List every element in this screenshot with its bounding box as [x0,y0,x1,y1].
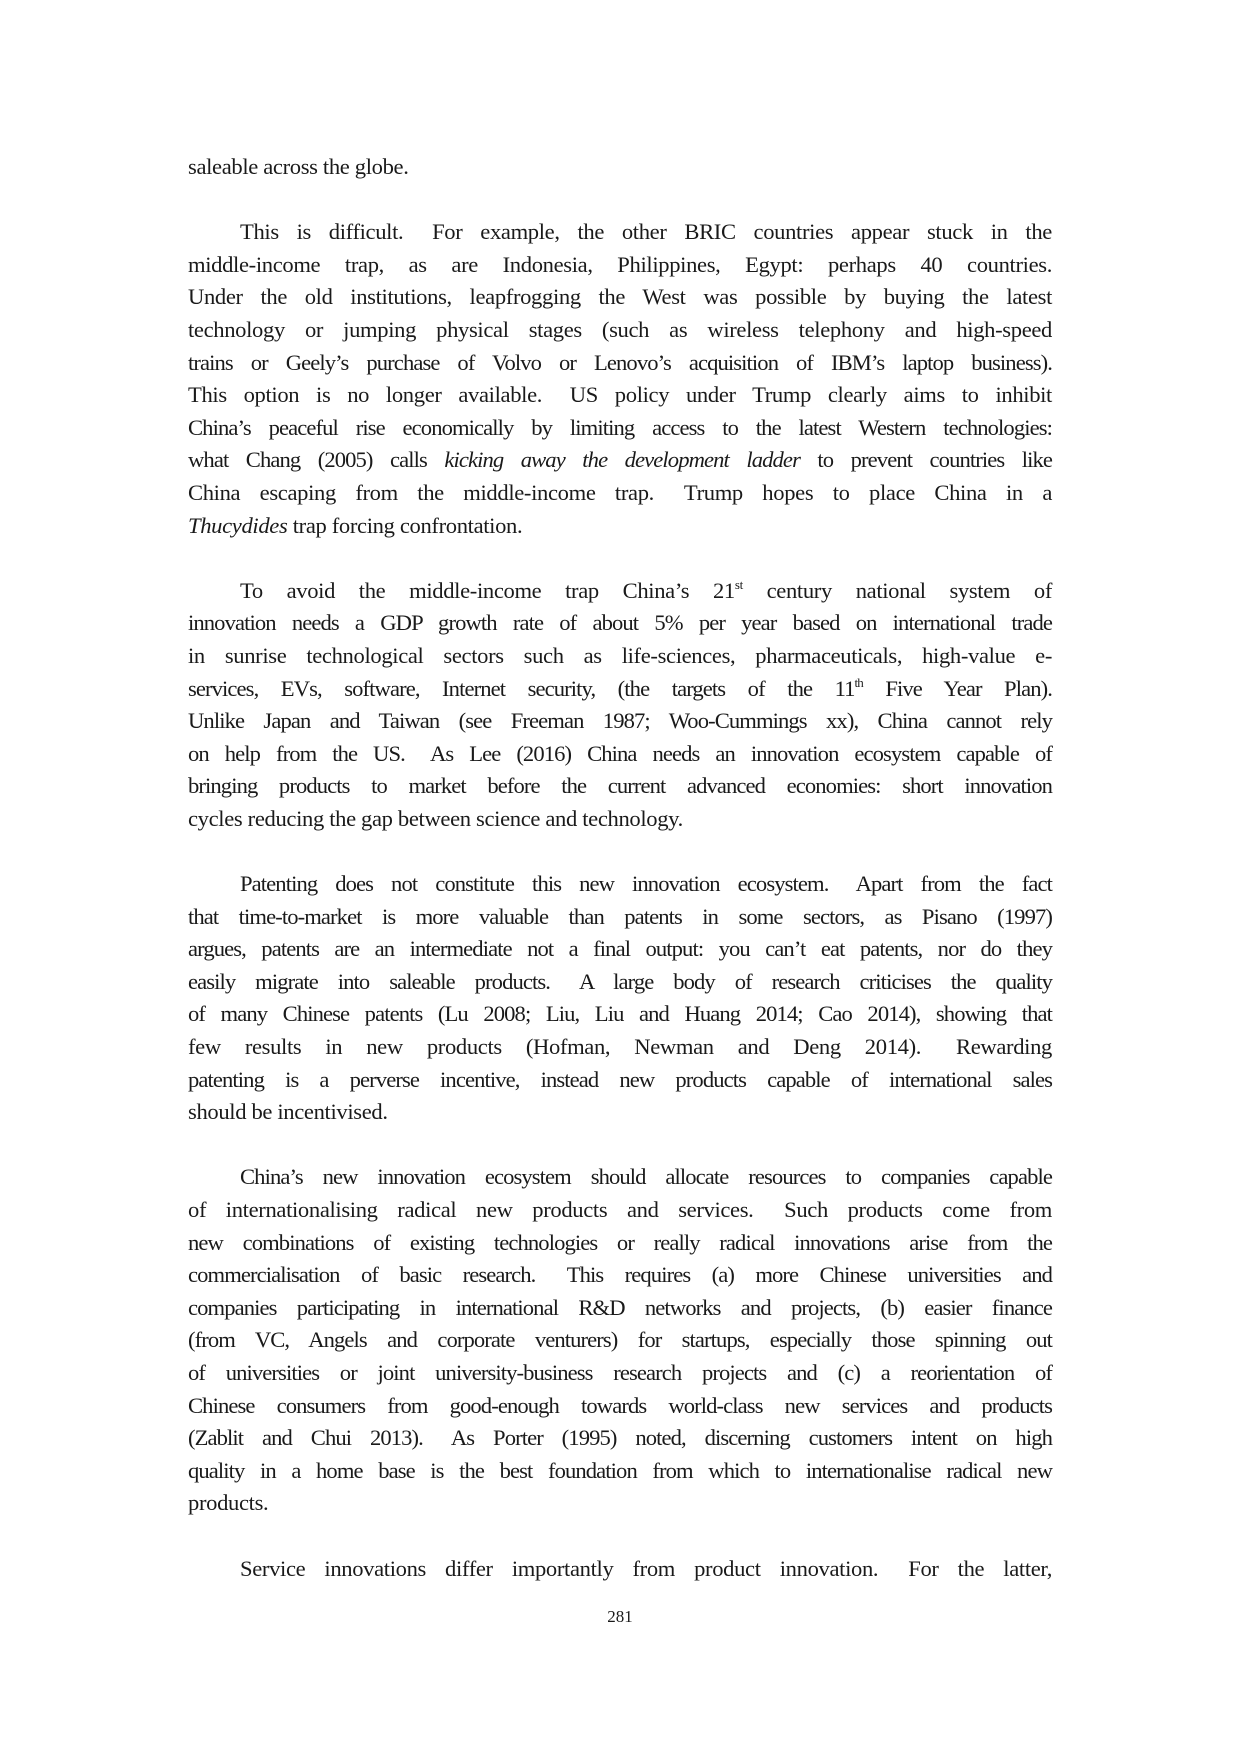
text-line: on help from the US. As Lee (2016) China needs an innovation ecosystem capable of [188,740,1052,766]
text-line: Patenting does not constitute this new innovation ecosystem. Apart from the fact [240,871,1052,897]
text-line: patenting is a perverse incentive, instead new products capable of international sales [188,1066,1052,1092]
text-line: Service innovations differ importantly from product innovation. For the latter, [240,1555,1052,1581]
text-line: companies participating in international R&D networks and projects, (b) easier finance [188,1294,1052,1320]
document-body [188,151,1052,1618]
italic-term: Thucydides [188,512,288,538]
text-line: quality in a home base is the best foundation from which to internationalise radical new [188,1457,1052,1483]
text-line: easily migrate into saleable products. A large body of research criticises the quality [188,968,1052,994]
text-line: should be incentivised. [188,1099,388,1125]
text-line: of many Chinese patents (Lu 2008; Liu, Liu and Huang 2014; Cao 2014), showing that [188,1001,1052,1027]
ordinal-superscript: th [854,674,863,690]
text-line: trains or Geely’s purchase of Volvo or Lenovo’s acquisition of IBM’s laptop business). [188,349,1052,375]
text-line: products. [188,1490,269,1516]
text-line: technology or jumping physical stages (such as wireless telephony and high-speed [188,316,1052,342]
text-line: new combinations of existing technologies or really radical innovations arise from the [188,1229,1052,1255]
text-line: few results in new products (Hofman, Newman and Deng 2014). Rewarding [188,1034,1052,1060]
text-line: services, EVs, software, Internet security, (the targets of the 11th Five Year Plan). [188,674,1052,701]
text-line: China escaping from the middle-income trap. Trump hopes to place China in a [188,479,1052,505]
text-line: argues, patents are an intermediate not a final output: you can’t eat patents, nor do they [188,936,1052,962]
paragraph [188,151,1052,184]
paragraph [188,216,1052,542]
text-line: (from VC, Angels and corporate venturers) for startups, especially those spinning out [188,1327,1052,1353]
paragraph [188,868,1052,1129]
text-line: commercialisation of basic research. This requires (a) more Chinese universities and [188,1262,1052,1288]
text-line: what Chang (2005) calls kicking away the development ladder to prevent countries like [188,447,1053,473]
text-line: innovation needs a GDP growth rate of about 5% per year based on international trade [188,610,1052,636]
text-line: Chinese consumers from good-enough towards world-class new services and products [188,1392,1052,1418]
text-line: in sunrise technological sectors such as life-sciences, pharmaceuticals, high-value e- [188,642,1052,668]
text-line: middle-income trap, as are Indonesia, Philippines, Egypt: perhaps 40 countries. [188,251,1052,277]
text-line: China’s new innovation ecosystem should allocate resources to companies capable [240,1164,1052,1190]
paragraph [188,1161,1052,1520]
text-line: saleable across the globe. [188,154,409,179]
text-line: Thucydides trap forcing confrontation. [188,512,523,538]
paragraph [188,1553,1052,1586]
text-line: that time-to-market is more valuable than patents in some sectors, as Pisano (1997) [188,903,1052,929]
text-line: cycles reducing the gap between science and technology. [188,805,683,831]
paragraph [188,575,1052,836]
page-number: 281 [607,1607,633,1626]
text-line: of universities or joint university-business research projects and (c) a reorientation of [188,1359,1052,1385]
text-line: China’s peaceful rise economically by limiting access to the latest Western technologies: [188,414,1052,440]
text-line: This is difficult. For example, the other BRIC countries appear stuck in the [240,219,1052,245]
text-line: Under the old institutions, leapfrogging the West was possible by buying the latest [188,284,1052,310]
text-line: Unlike Japan and Taiwan (see Freeman 1987; Woo-Cummings xx), China cannot rely [188,708,1052,734]
text-line: bringing products to market before the current advanced economies: short innovation [188,773,1052,799]
text-line: To avoid the middle-income trap China’s 21st century national system of [240,576,1052,603]
italic-term: kicking away the development ladder [444,447,800,473]
text-line: This option is no longer available. US policy under Trump clearly aims to inhibit [188,382,1052,408]
text-line: of internationalising radical new products and services. Such products come from [188,1197,1052,1222]
ordinal-superscript: st [734,576,743,592]
text-line: (Zablit and Chui 2013). As Porter (1995) noted, discerning customers intent on high [188,1425,1052,1451]
